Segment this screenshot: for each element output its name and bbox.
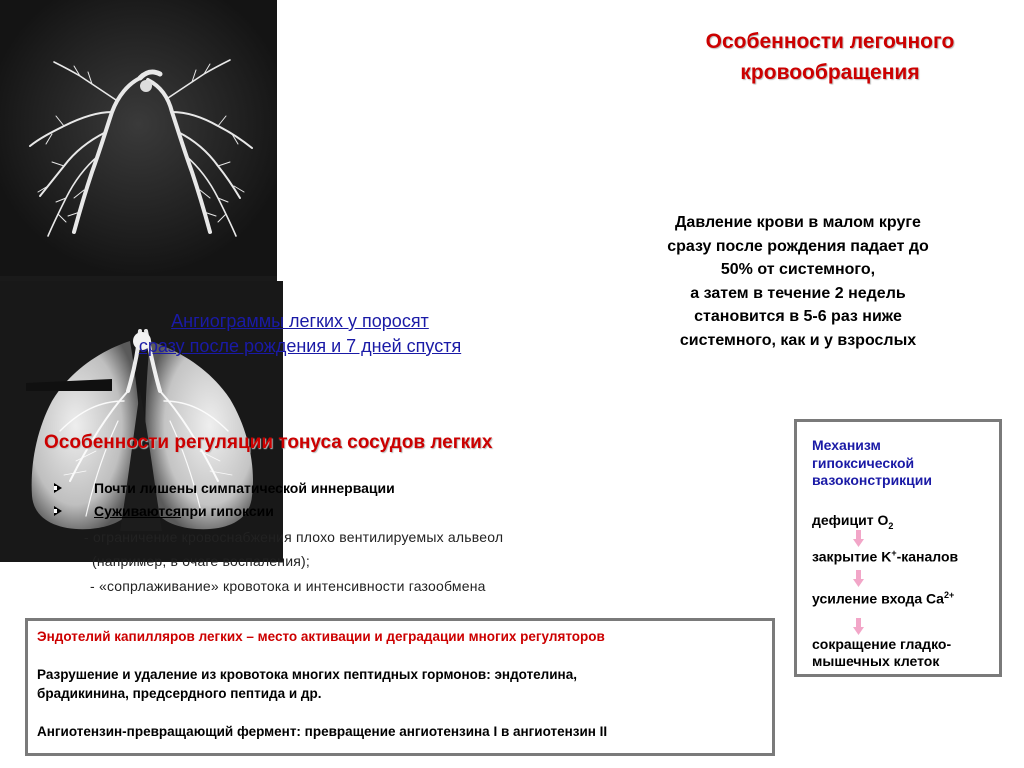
mechanism-step-k-channels	[812, 545, 1002, 566]
down-arrow-icon	[853, 618, 864, 635]
mechanism-title	[812, 437, 992, 490]
step-text: закрытие K	[812, 548, 892, 565]
pressure-line: 50% от системного,	[720, 261, 876, 278]
step-text: -каналов	[896, 548, 959, 565]
mechanism-step-contraction	[812, 636, 1002, 670]
endothelium-para1-line2: брадикинина, предсердного пептида и др.	[37, 686, 322, 701]
page-title-line2: кровообращения	[740, 61, 920, 84]
angiogram-caption	[70, 309, 530, 359]
pressure-line: системного, как и у взрослых	[679, 331, 917, 349]
step-text: усиление входа Ca	[812, 590, 944, 607]
step-text: дефицит O	[812, 512, 889, 528]
caption-line1: Ангиограммы легких у поросят	[171, 311, 429, 331]
step-superscript: 2+	[943, 590, 955, 600]
step-text: мышечных клеток	[812, 653, 940, 669]
bullet-sympathetic	[54, 479, 395, 497]
page-title	[640, 26, 1020, 88]
bullet-arrow-icon	[54, 483, 62, 493]
subpoint-example: (например, в очаге воспаления);	[92, 553, 310, 569]
bullet-arrow-icon	[54, 506, 62, 516]
regulation-heading: Особенности регуляции тонуса сосудов легких	[44, 432, 493, 453]
page-title-line1: Особенности легочного	[705, 30, 955, 53]
step-superscript: +	[891, 548, 897, 558]
endothelium-para1-line1: Разрушение и удаление из кровотока многих пептидных гормонов: эндотелина,	[37, 667, 577, 682]
caption-line2: сразу после рождения и 7 дней спустя	[138, 336, 462, 356]
mechanism-title-line3: вазоконстрикции	[812, 472, 932, 488]
pressure-line: становится в 5-6 раз ниже	[694, 308, 902, 325]
mechanism-step-ca-entry	[812, 587, 1002, 608]
mechanism-title-line2: гипоксической	[812, 454, 915, 471]
endothelium-heading: Эндотелий капилляров легких – место активации и деградации многих регуляторов	[37, 629, 605, 644]
endothelium-box	[25, 618, 775, 756]
down-arrow-icon	[853, 570, 864, 587]
step-text: сокращение гладко-	[812, 636, 952, 652]
mechanism-step-o2-deficit	[812, 512, 1002, 535]
pressure-line: Давление крови в малом круге	[675, 214, 921, 231]
bullet-hypoxia	[54, 502, 274, 520]
mechanism-title-line1: Механизм	[812, 437, 881, 453]
bullet-underlined-text: Суживаются	[94, 503, 182, 519]
subpoint-coupling: - «сопрлаживание» кровотока и интенсивности газообмена	[90, 578, 486, 594]
bullet-text: при гипоксии	[181, 503, 274, 519]
pressure-line: сразу после рождения падает до	[667, 237, 929, 255]
subpoint-perfusion: - ограничение кровоснабжения плохо вентилируемых альвеол	[84, 529, 504, 545]
pressure-line: а затем в течение 2 недель	[690, 284, 906, 302]
pressure-description	[618, 211, 978, 352]
endothelium-para2: Ангиотензин-превращающий фермент: превращение ангиотензина I в ангиотензин II	[37, 724, 608, 739]
angiogram-image-newborn	[0, 0, 277, 281]
step-subscript: 2	[888, 520, 894, 531]
bullet-text: Почти лишены симпатической иннервации	[94, 480, 395, 496]
